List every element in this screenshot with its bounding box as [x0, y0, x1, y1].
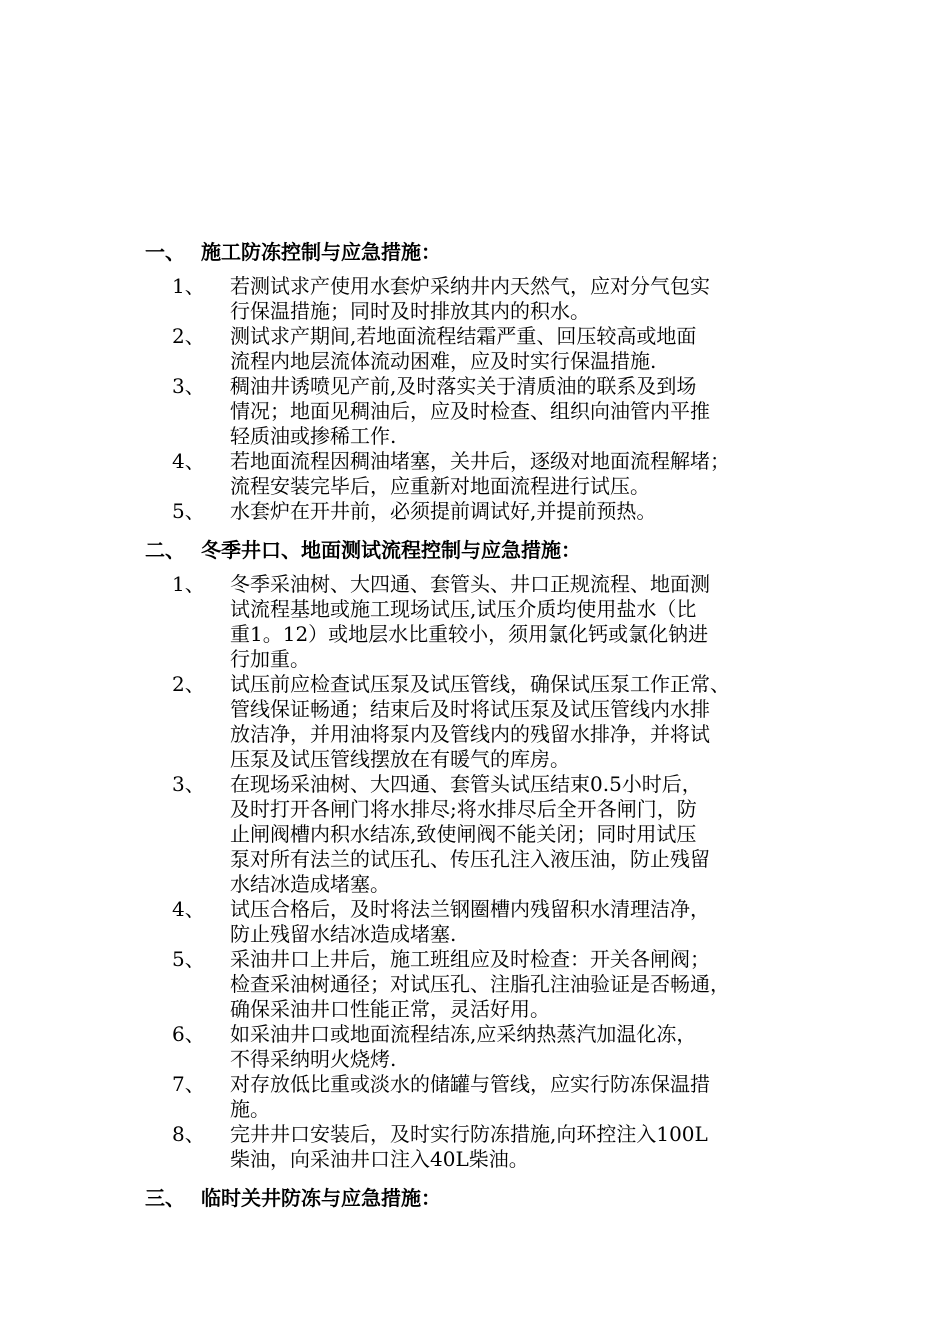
item-index: 4、 — [172, 449, 205, 473]
section-number: 一、 — [145, 240, 185, 264]
item-text: 试压合格后，及时将法兰钢圈槽内残留积水清理洁净， 防止残留水结冰造成堵塞. — [230, 897, 710, 946]
item-text: 水套炉在开井前，必须提前调试好,并提前预热。 — [230, 499, 657, 523]
item-text: 在现场采油树、大四通、套管头试压结束0.5小时后， 及时打开各闸门将水排尽;将水排尽后全开各闸门，防 止闸阀槽内积水结冻,致使闸阀不能关闭；同时用试压 泵对所有法兰的试压孔、传压孔注入液压油，防止残留 水结冰造成堵塞。 — [230, 772, 710, 896]
section-title: 冬季井口、地面测试流程控制与应急措施： — [201, 538, 581, 562]
item-text: 如采油井口或地面流程结冻,应采纳热蒸汽加温化冻， 不得采纳明火烧烤. — [230, 1022, 697, 1071]
item-index: 5、 — [172, 499, 205, 523]
item-index: 3、 — [172, 772, 205, 796]
section-heading-2 — [145, 537, 581, 563]
item-text: 采油井口上井后，施工班组应及时检查：开关各闸阀； 检查采油树通径；对试压孔、注脂孔注油验证是否畅通， 确保采油井口性能正常，灵活好用。 — [230, 947, 730, 1021]
item-index: 1、 — [172, 274, 205, 298]
item-index: 6、 — [172, 1022, 205, 1046]
item-index: 2、 — [172, 672, 205, 696]
item-index: 5、 — [172, 947, 205, 971]
item-index: 2、 — [172, 324, 205, 348]
section-heading-3 — [145, 1185, 441, 1211]
item-text: 完井井口安装后，及时实行防冻措施,向环控注入100L 柴油，向采油井口注入40L柴油。 — [230, 1122, 708, 1171]
section-number: 二、 — [145, 538, 185, 562]
item-text: 稠油井诱喷见产前,及时落实关于清质油的联系及到场 情况；地面见稠油后，应及时检查、组织向油管内平推 轻质油或掺稀工作. — [230, 374, 710, 448]
section-heading-1 — [145, 239, 441, 265]
item-text: 对存放低比重或淡水的储罐与管线，应实行防冻保温措 施。 — [230, 1072, 710, 1121]
section-number: 三、 — [145, 1186, 185, 1210]
item-index: 3、 — [172, 374, 205, 398]
item-text: 若地面流程因稠油堵塞，关井后，逐级对地面流程解堵； 流程安装完毕后，应重新对地面流程进行试压。 — [230, 449, 730, 498]
item-index: 4、 — [172, 897, 205, 921]
section-title: 临时关井防冻与应急措施： — [201, 1186, 441, 1210]
item-index: 1、 — [172, 572, 205, 596]
item-text: 试压前应检查试压泵及试压管线，确保试压泵工作正常、 管线保证畅通；结束后及时将试压泵及试压管线内水排 放洁净，并用油将泵内及管线内的残留水排净，并将试 压泵及试压管线摆放在有暖气的库房。 — [230, 672, 730, 771]
item-index: 8、 — [172, 1122, 205, 1146]
item-text: 测试求产期间,若地面流程结霜严重、回压较高或地面 流程内地层流体流动困难，应及时实行保温措施. — [230, 324, 697, 373]
item-text: 冬季采油树、大四通、套管头、井口正规流程、地面测 试流程基地或施工现场试压,试压介质均使用盐水（比 重1。12）或地层水比重较小，须用氯化钙或氯化钠进 行加重。 — [230, 572, 710, 671]
item-index: 7、 — [172, 1072, 205, 1096]
section-title: 施工防冻控制与应急措施： — [201, 240, 441, 264]
item-text: 若测试求产使用水套炉采纳井内天然气，应对分气包实 行保温措施；同时及时排放其内的积水。 — [230, 274, 710, 323]
